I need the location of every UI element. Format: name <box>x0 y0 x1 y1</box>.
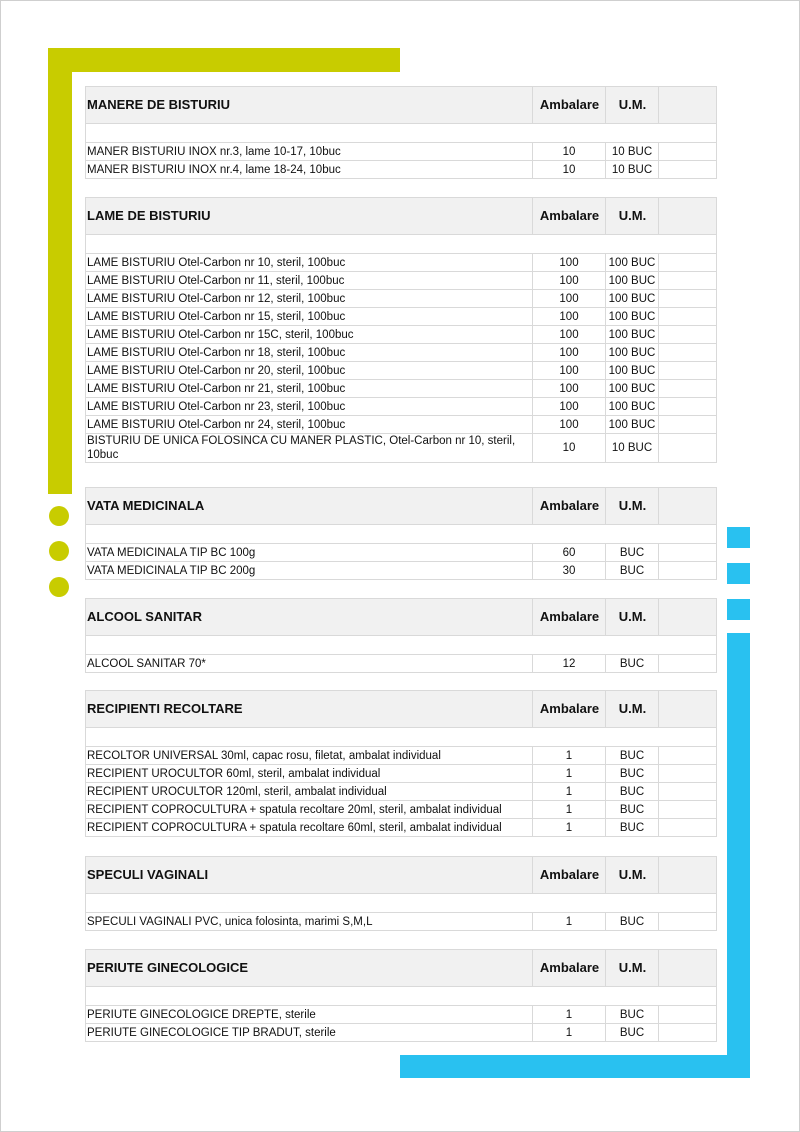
product-name: RECIPIENT UROCULTOR 60ml, steril, ambalat individual <box>86 765 533 783</box>
empty-cell <box>659 143 717 161</box>
table-row <box>86 161 717 179</box>
product-name: LAME BISTURIU Otel-Carbon nr 12, steril, 100buc <box>86 290 533 308</box>
table-row <box>86 913 717 931</box>
product-name: VATA MEDICINALA TIP BC 100g <box>86 544 533 562</box>
table-row <box>86 326 717 344</box>
section-header-row <box>86 950 717 987</box>
unit-column-header: U.M. <box>606 488 659 525</box>
packaging-value: 100 <box>533 308 606 326</box>
empty-cell <box>659 1006 717 1024</box>
product-name: LAME BISTURIU Otel-Carbon nr 18, steril, 100buc <box>86 344 533 362</box>
table-row <box>86 344 717 362</box>
section-header-row <box>86 599 717 636</box>
empty-cell <box>659 562 717 580</box>
product-name: RECIPIENT COPROCULTURA + spatula recoltare 60ml, steril, ambalat individual <box>86 819 533 837</box>
empty-cell <box>86 987 717 1006</box>
product-name: LAME BISTURIU Otel-Carbon nr 15, steril, 100buc <box>86 308 533 326</box>
unit-value: 100 BUC <box>606 308 659 326</box>
unit-value: 100 BUC <box>606 272 659 290</box>
section-title: ALCOOL SANITAR <box>86 599 533 636</box>
spacer-row <box>86 987 717 1006</box>
section-title: LAME DE BISTURIU <box>86 198 533 235</box>
empty-cell <box>659 488 717 525</box>
section-header-row <box>86 87 717 124</box>
yellow-dot <box>49 541 69 561</box>
packaging-column-header: Ambalare <box>533 87 606 124</box>
empty-cell <box>659 198 717 235</box>
spacer-row <box>86 728 717 747</box>
product-section <box>85 487 716 580</box>
packaging-value: 60 <box>533 544 606 562</box>
empty-cell <box>659 544 717 562</box>
empty-cell <box>659 913 717 931</box>
blue-square <box>727 599 750 620</box>
table-row <box>86 1006 717 1024</box>
product-name: VATA MEDICINALA TIP BC 200g <box>86 562 533 580</box>
empty-cell <box>659 801 717 819</box>
packaging-value: 100 <box>533 254 606 272</box>
unit-value: 10 BUC <box>606 434 659 463</box>
section-header-row <box>86 198 717 235</box>
unit-column-header: U.M. <box>606 691 659 728</box>
unit-column-header: U.M. <box>606 857 659 894</box>
section-title: SPECULI VAGINALI <box>86 857 533 894</box>
unit-value: BUC <box>606 1024 659 1042</box>
unit-value: 100 BUC <box>606 254 659 272</box>
section-header-row <box>86 857 717 894</box>
empty-cell <box>86 525 717 544</box>
packaging-value: 10 <box>533 434 606 463</box>
empty-cell <box>659 308 717 326</box>
product-section <box>85 949 716 1042</box>
unit-value: 100 BUC <box>606 380 659 398</box>
empty-cell <box>659 254 717 272</box>
unit-value: 100 BUC <box>606 344 659 362</box>
product-name: LAME BISTURIU Otel-Carbon nr 20, steril, 100buc <box>86 362 533 380</box>
yellow-left-bar <box>48 48 72 494</box>
spacer-row <box>86 894 717 913</box>
table-row <box>86 544 717 562</box>
packaging-value: 100 <box>533 290 606 308</box>
empty-cell <box>86 235 717 254</box>
product-name: PERIUTE GINECOLOGICE TIP BRADUT, sterile <box>86 1024 533 1042</box>
table-row <box>86 562 717 580</box>
packaging-value: 100 <box>533 272 606 290</box>
packaging-value: 1 <box>533 783 606 801</box>
product-name: ALCOOL SANITAR 70* <box>86 655 533 673</box>
unit-value: 10 BUC <box>606 143 659 161</box>
empty-cell <box>659 819 717 837</box>
blue-right-bar <box>727 633 750 1078</box>
unit-value: BUC <box>606 562 659 580</box>
spacer-row <box>86 636 717 655</box>
section-header-row <box>86 691 717 728</box>
empty-cell <box>659 362 717 380</box>
unit-value: BUC <box>606 801 659 819</box>
empty-cell <box>659 747 717 765</box>
unit-value: BUC <box>606 544 659 562</box>
table-row <box>86 783 717 801</box>
blue-square <box>727 563 750 584</box>
table-row <box>86 655 717 673</box>
product-name: LAME BISTURIU Otel-Carbon nr 10, steril, 100buc <box>86 254 533 272</box>
unit-value: 100 BUC <box>606 290 659 308</box>
packaging-column-header: Ambalare <box>533 857 606 894</box>
empty-cell <box>659 655 717 673</box>
blue-bottom-bar <box>400 1055 750 1078</box>
empty-cell <box>659 87 717 124</box>
product-section <box>85 598 716 673</box>
product-name: RECIPIENT UROCULTOR 120ml, steril, ambalat individual <box>86 783 533 801</box>
packaging-value: 100 <box>533 344 606 362</box>
empty-cell <box>659 434 717 463</box>
empty-cell <box>659 398 717 416</box>
unit-column-header: U.M. <box>606 198 659 235</box>
empty-cell <box>659 691 717 728</box>
product-name: RECIPIENT COPROCULTURA + spatula recoltare 20ml, steril, ambalat individual <box>86 801 533 819</box>
product-table <box>85 86 717 179</box>
product-name: PERIUTE GINECOLOGICE DREPTE, sterile <box>86 1006 533 1024</box>
packaging-value: 10 <box>533 161 606 179</box>
table-row <box>86 254 717 272</box>
unit-value: BUC <box>606 913 659 931</box>
section-header-row <box>86 488 717 525</box>
packaging-value: 10 <box>533 143 606 161</box>
empty-cell <box>659 783 717 801</box>
table-row <box>86 308 717 326</box>
product-name: LAME BISTURIU Otel-Carbon nr 23, steril, 100buc <box>86 398 533 416</box>
unit-value: 100 BUC <box>606 362 659 380</box>
table-row <box>86 272 717 290</box>
unit-value: 100 BUC <box>606 416 659 434</box>
empty-cell <box>659 416 717 434</box>
packaging-value: 30 <box>533 562 606 580</box>
packaging-value: 100 <box>533 362 606 380</box>
unit-value: BUC <box>606 1006 659 1024</box>
section-title: VATA MEDICINALA <box>86 488 533 525</box>
packaging-column-header: Ambalare <box>533 950 606 987</box>
table-row <box>86 819 717 837</box>
packaging-value: 1 <box>533 913 606 931</box>
packaging-value: 1 <box>533 1024 606 1042</box>
unit-column-header: U.M. <box>606 599 659 636</box>
unit-column-header: U.M. <box>606 87 659 124</box>
yellow-top-bar <box>48 48 400 72</box>
section-title: PERIUTE GINECOLOGICE <box>86 950 533 987</box>
product-name: LAME BISTURIU Otel-Carbon nr 24, steril, 100buc <box>86 416 533 434</box>
product-table <box>85 598 717 673</box>
product-section <box>85 690 716 837</box>
product-name: BISTURIU DE UNICA FOLOSINCA CU MANER PLASTIC, Otel-Carbon nr 10, steril, 10buc <box>86 434 533 463</box>
spacer-row <box>86 235 717 254</box>
unit-column-header: U.M. <box>606 950 659 987</box>
packaging-column-header: Ambalare <box>533 488 606 525</box>
packaging-value: 12 <box>533 655 606 673</box>
product-name: LAME BISTURIU Otel-Carbon nr 15C, steril, 100buc <box>86 326 533 344</box>
table-row <box>86 416 717 434</box>
table-row <box>86 380 717 398</box>
table-row <box>86 747 717 765</box>
blue-square <box>727 527 750 548</box>
packaging-value: 1 <box>533 765 606 783</box>
packaging-value: 100 <box>533 380 606 398</box>
packaging-column-header: Ambalare <box>533 691 606 728</box>
packaging-value: 100 <box>533 326 606 344</box>
product-table <box>85 949 717 1042</box>
product-name: MANER BISTURIU INOX nr.3, lame 10-17, 10buc <box>86 143 533 161</box>
unit-value: BUC <box>606 783 659 801</box>
unit-value: 100 BUC <box>606 326 659 344</box>
table-row <box>86 1024 717 1042</box>
packaging-column-header: Ambalare <box>533 198 606 235</box>
empty-cell <box>659 290 717 308</box>
spacer-row <box>86 525 717 544</box>
table-row <box>86 362 717 380</box>
empty-cell <box>659 161 717 179</box>
packaging-value: 1 <box>533 801 606 819</box>
empty-cell <box>659 765 717 783</box>
empty-cell <box>659 272 717 290</box>
product-section <box>85 197 716 463</box>
packaging-column-header: Ambalare <box>533 599 606 636</box>
yellow-dot <box>49 506 69 526</box>
product-section <box>85 86 716 179</box>
empty-cell <box>86 124 717 143</box>
empty-cell <box>86 636 717 655</box>
unit-value: BUC <box>606 765 659 783</box>
packaging-value: 100 <box>533 416 606 434</box>
table-row <box>86 143 717 161</box>
spacer-row <box>86 124 717 143</box>
product-section <box>85 856 716 931</box>
product-name: LAME BISTURIU Otel-Carbon nr 11, steril, 100buc <box>86 272 533 290</box>
packaging-value: 100 <box>533 398 606 416</box>
table-row <box>86 801 717 819</box>
product-name: MANER BISTURIU INOX nr.4, lame 18-24, 10buc <box>86 161 533 179</box>
product-name: SPECULI VAGINALI PVC, unica folosinta, marimi S,M,L <box>86 913 533 931</box>
empty-cell <box>659 380 717 398</box>
product-table <box>85 487 717 580</box>
product-table <box>85 690 717 837</box>
table-row <box>86 290 717 308</box>
unit-value: BUC <box>606 747 659 765</box>
packaging-value: 1 <box>533 819 606 837</box>
table-row <box>86 398 717 416</box>
empty-cell <box>659 344 717 362</box>
unit-value: BUC <box>606 819 659 837</box>
empty-cell <box>659 950 717 987</box>
empty-cell <box>659 326 717 344</box>
empty-cell <box>86 728 717 747</box>
empty-cell <box>86 894 717 913</box>
empty-cell <box>659 599 717 636</box>
empty-cell <box>659 1024 717 1042</box>
table-row <box>86 765 717 783</box>
yellow-dot <box>49 577 69 597</box>
unit-value: BUC <box>606 655 659 673</box>
packaging-value: 1 <box>533 1006 606 1024</box>
section-title: MANERE DE BISTURIU <box>86 87 533 124</box>
unit-value: 100 BUC <box>606 398 659 416</box>
product-table <box>85 856 717 931</box>
product-table <box>85 197 717 463</box>
empty-cell <box>659 857 717 894</box>
packaging-value: 1 <box>533 747 606 765</box>
section-title: RECIPIENTI RECOLTARE <box>86 691 533 728</box>
product-name: RECOLTOR UNIVERSAL 30ml, capac rosu, filetat, ambalat individual <box>86 747 533 765</box>
table-row <box>86 434 717 463</box>
unit-value: 10 BUC <box>606 161 659 179</box>
product-name: LAME BISTURIU Otel-Carbon nr 21, steril, 100buc <box>86 380 533 398</box>
